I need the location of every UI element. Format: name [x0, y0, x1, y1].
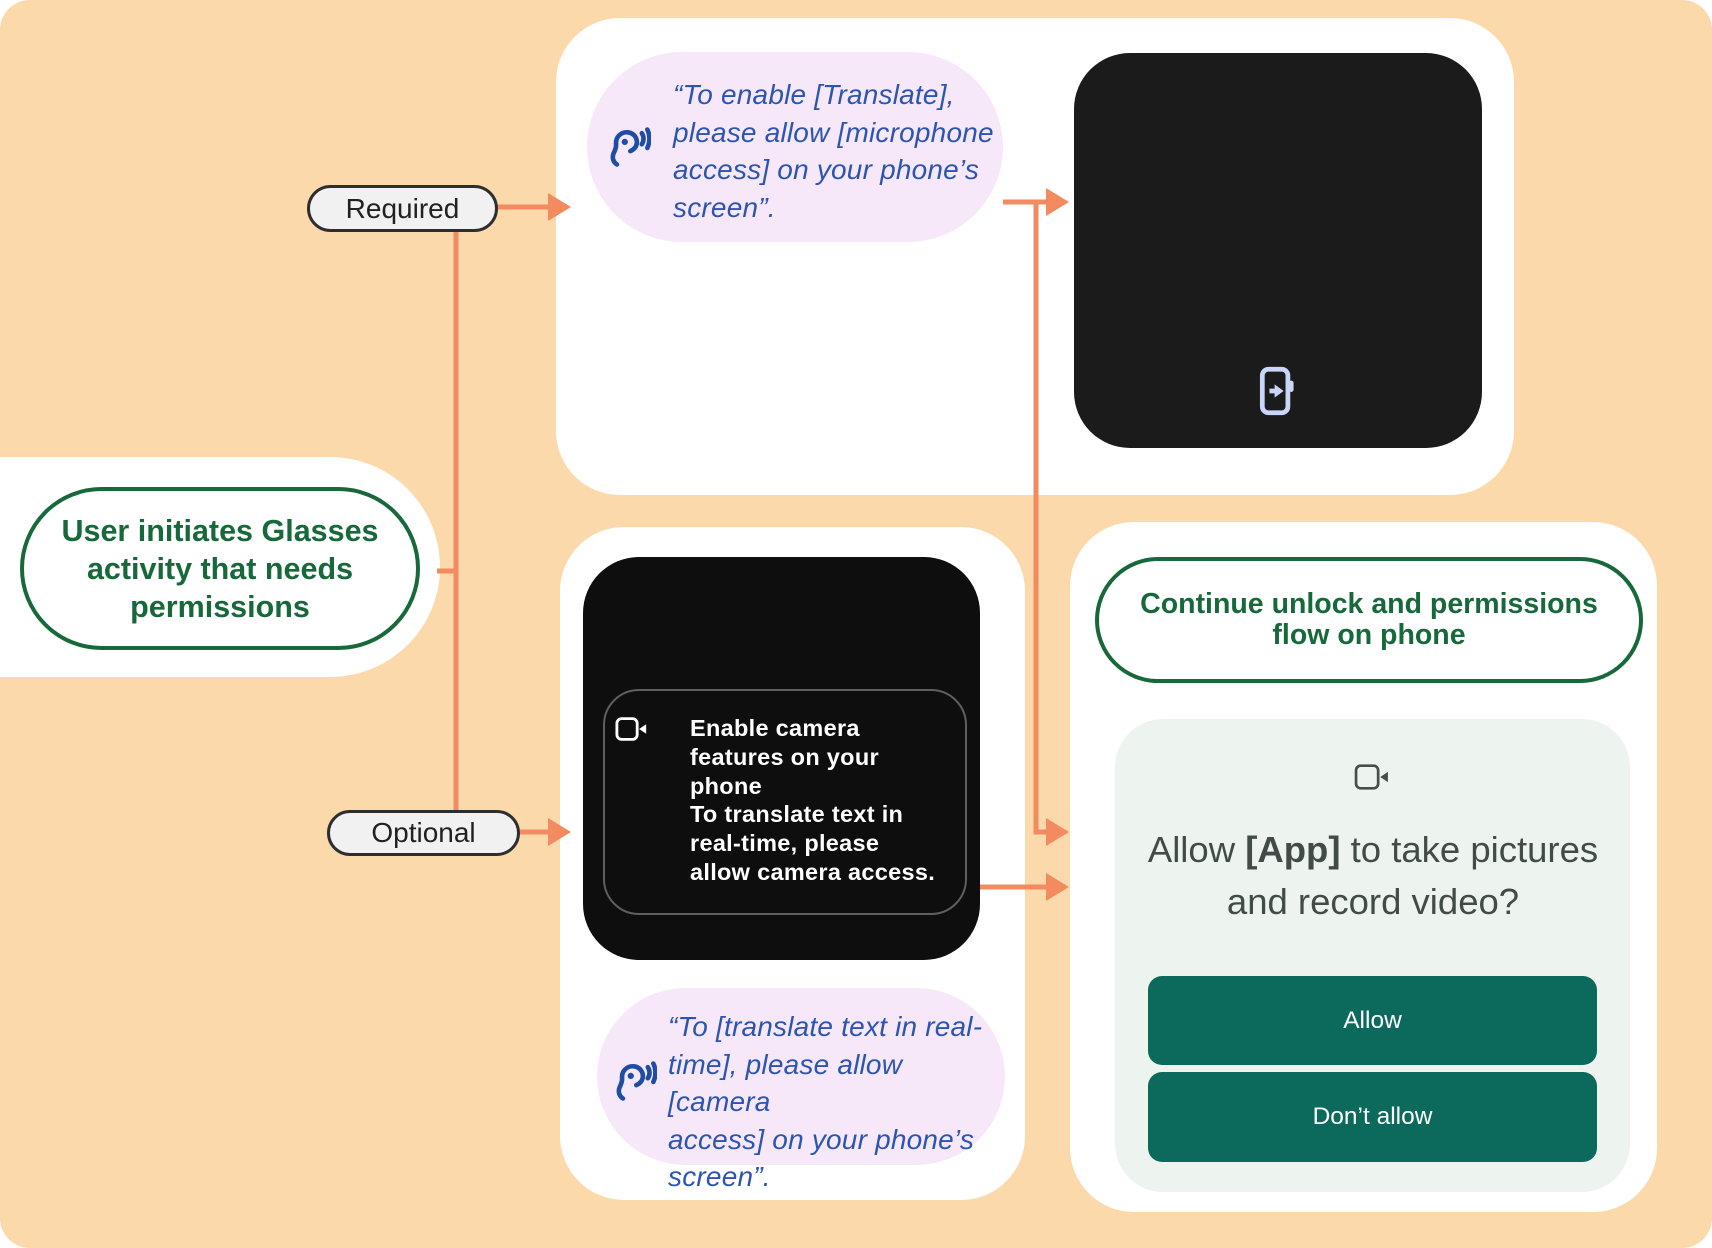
dont-allow-button[interactable] [1148, 1072, 1597, 1162]
phone-handoff-icon [1259, 366, 1295, 416]
required-tag [307, 185, 498, 232]
start-node [20, 487, 420, 650]
glasses-prompt-line: features on your [690, 743, 879, 770]
allow-button[interactable] [1148, 976, 1597, 1065]
speech-line: screen”. [673, 191, 776, 223]
start-node-line: User initiates Glasses [61, 513, 379, 548]
permission-dialog-title: Allow [App] to take pictures and record video? [1147, 829, 1599, 922]
hearing-icon [611, 1060, 657, 1102]
glasses-prompt-line: phone [690, 772, 762, 799]
phone-permission-dialog [1115, 719, 1630, 1192]
app-placeholder: [App] [1245, 829, 1341, 870]
continue-node [1095, 557, 1643, 683]
start-node-line: activity that needs [86, 551, 354, 586]
required-tag-label: Required [345, 192, 460, 224]
video-camera-icon [1354, 763, 1391, 791]
glasses-prompt-line: Enable camera [690, 715, 860, 741]
glasses-prompt-line: To translate text in [690, 801, 904, 828]
continue-node-line: Continue unlock and permissions [1140, 587, 1598, 620]
glasses-screen-handoff [1074, 53, 1482, 448]
hearing-icon [605, 126, 651, 168]
optional-tag [327, 810, 520, 856]
allow-button-label: Allow [1343, 1006, 1402, 1034]
voice-prompt-bubble-camera [597, 988, 1005, 1192]
speech-line: “To [translate text in real- [668, 1011, 983, 1042]
speech-line: screen”. [668, 1161, 771, 1192]
speech-line: time], please allow [camera [668, 1048, 903, 1117]
dont-allow-button-label: Don’t allow [1312, 1103, 1433, 1130]
glasses-prompt-line: allow camera access. [690, 858, 936, 885]
glasses-prompt-line: real-time, please [690, 830, 880, 857]
video-camera-icon [615, 716, 649, 742]
voice-prompt-bubble-microphone [587, 52, 1003, 242]
speech-line: access] on your phone’s [668, 1123, 975, 1155]
speech-line: access] on your phone’s [673, 154, 980, 185]
continue-node-line: flow on phone [1272, 619, 1466, 651]
start-node-line: permissions [130, 589, 310, 624]
speech-line: please allow [microphone [673, 116, 994, 148]
optional-tag-label: Optional [371, 817, 476, 848]
speech-line: “To enable [Translate], [673, 79, 955, 110]
